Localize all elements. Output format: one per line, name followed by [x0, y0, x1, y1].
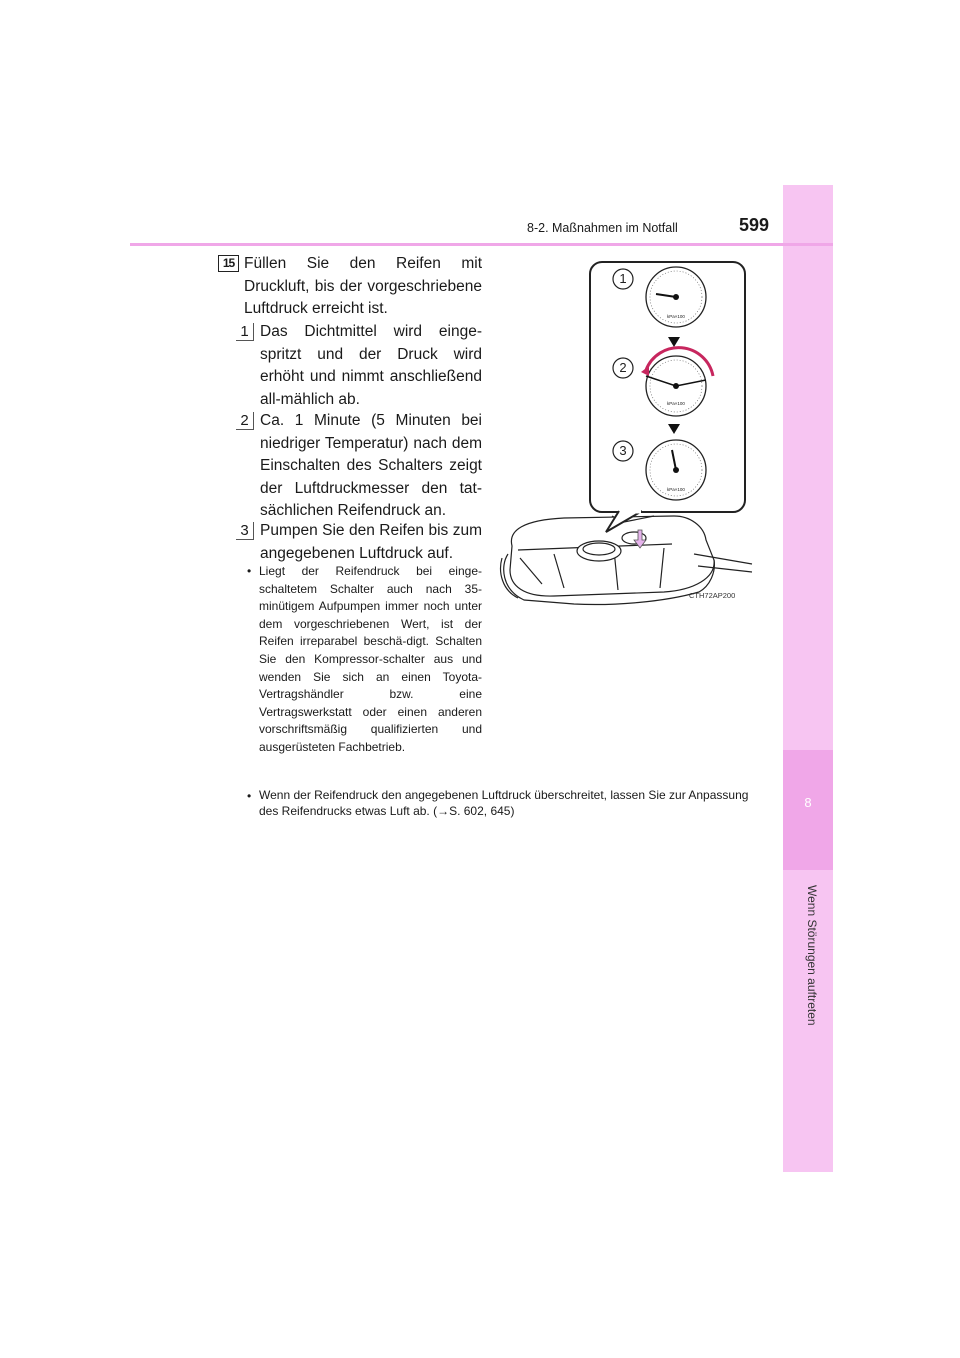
bullet-icon: • — [247, 789, 252, 803]
substep-text-2: Ca. 1 Minute (5 Minuten bei niedriger Temperatur) nach dem Einschalten des Schalters zeigt der Luftdruckmesser den tat-sächlichen Reifendruck an. — [260, 412, 482, 519]
substep-text-1: Das Dichtmittel wird einge-spritzt und der Druck wird erhöht und nimmt anschließend all-mählich ab. — [260, 323, 482, 408]
compressor-gauge-illustration — [494, 254, 753, 607]
pressure-gauge-1 — [646, 267, 706, 327]
gauge-unit-label: kPa×100 — [667, 401, 685, 406]
chapter-number: 8 — [804, 795, 812, 810]
header-section-title: 8-2. Maßnahmen im Notfall — [527, 221, 678, 235]
substep-text-3: Pumpen Sie den Reifen bis zum angegebenen Luftdruck auf. — [260, 522, 482, 562]
chapter-title: Wenn Störungen auftreten — [805, 885, 819, 1026]
substep-number-2: 2 — [236, 412, 254, 430]
figure-code: CTH72AP200 — [689, 591, 736, 600]
gauge-unit-label: kPa×100 — [667, 487, 685, 492]
pressure-gauge-3 — [646, 440, 706, 500]
substep-number-1: 1 — [236, 323, 254, 341]
callout-3: 3 — [619, 443, 627, 458]
gauge-unit-label: kPa×100 — [667, 314, 685, 319]
chapter-number-tab — [783, 750, 833, 870]
step-number-badge: 15 — [218, 255, 239, 272]
callout-1: 1 — [619, 271, 627, 286]
note-text-2: Wenn der Reifendruck den angegebenen Luftdruck überschreitet, lassen Sie zur Anpassung des Reifendrucks etwas Luft ab. (→S. 602, 645) — [259, 788, 749, 818]
note-text-1: Liegt der Reifendruck bei einge-schaltetem Schalter auch nach 35-minütigem Aufpumpen immer noch unter dem vorgeschriebenen Wert, ist der Reifen irreparabel beschä-digt. Schalten Sie den Kompressor-schalter aus und wenden Sie sich an einen Toyota-Vertragshändler bzw. eine Vertragswerkstatt oder einen anderen vorschriftsmäßig qualifizierten und ausgerüsteten Fachbetrieb. — [259, 564, 482, 754]
substep-number-3: 3 — [236, 522, 254, 540]
illustration-svg — [494, 254, 753, 607]
callout-2: 2 — [619, 360, 627, 375]
bullet-icon: • — [247, 564, 252, 578]
header-rule — [130, 243, 833, 246]
step-instruction: Füllen Sie den Reifen mit Druckluft, bis der vorgeschriebene Luftdruck erreicht ist. — [244, 255, 482, 317]
page-number: 599 — [739, 215, 770, 235]
